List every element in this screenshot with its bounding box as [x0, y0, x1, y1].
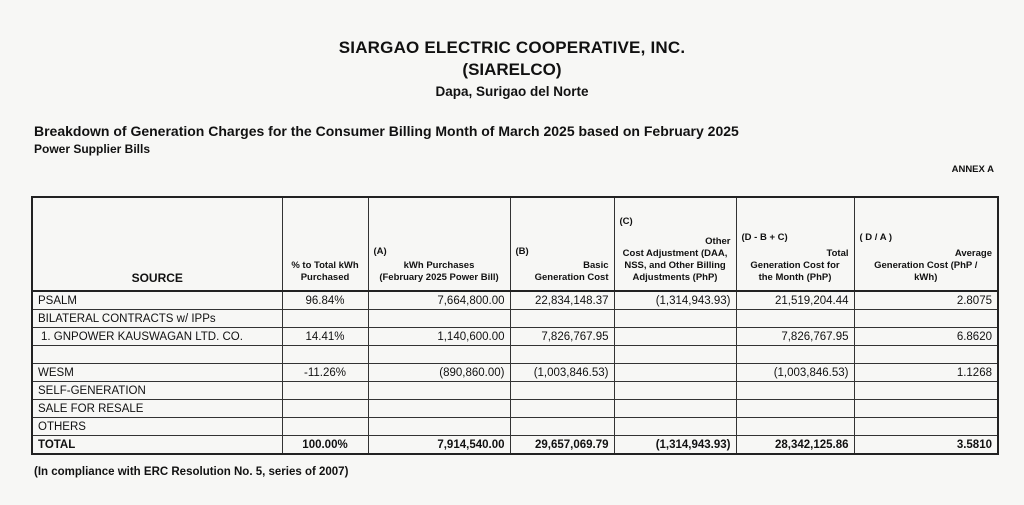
- cell-source: SELF-GENERATION: [32, 382, 282, 400]
- cell-source: OTHERS: [32, 418, 282, 436]
- cell-other-adjustment: [614, 400, 736, 418]
- cell-other-adjustment: [614, 346, 736, 364]
- header-a-code: (A): [373, 246, 387, 257]
- cell-source: BILATERAL CONTRACTS w/ IPPs: [32, 310, 282, 328]
- header-source: SOURCE: [32, 197, 282, 291]
- cell-pct: [282, 400, 368, 418]
- cell-source: 1. GNPOWER KAUSWAGAN LTD. CO.: [32, 328, 282, 346]
- cell-average-cost: [854, 346, 998, 364]
- cell-kwh: 7,914,540.00: [368, 436, 510, 455]
- header-avg-line1: Average: [954, 248, 992, 259]
- header-d-line2: Generation Cost for: [750, 260, 840, 271]
- table-row-total: [32, 436, 998, 455]
- header-a-line2: (February 2025 Power Bill): [379, 272, 499, 283]
- header-avg-code: ( D / A ): [859, 232, 893, 243]
- cell-source: [32, 346, 282, 364]
- cell-basic-cost: 29,657,069.79: [510, 436, 614, 455]
- header-avg-line2: Generation Cost (PhP /: [874, 260, 978, 271]
- cell-basic-cost: [510, 310, 614, 328]
- table-row-gnpower: [32, 328, 998, 346]
- header-d-line1: Total: [826, 248, 849, 259]
- table-row-psalm: [32, 291, 998, 310]
- cell-total-cost: 28,342,125.86: [736, 436, 854, 455]
- cell-basic-cost: [510, 346, 614, 364]
- company-abbreviation: (SIARELCO): [462, 60, 562, 79]
- header-a-line1: kWh Purchases: [403, 260, 475, 271]
- header-avg-line3: kWh): [914, 272, 938, 283]
- table-row-blank: [32, 346, 998, 364]
- header-kwh-purchases: [368, 197, 510, 291]
- cell-pct: [282, 382, 368, 400]
- cell-average-cost: 3.5810: [854, 436, 998, 455]
- cell-kwh: [368, 310, 510, 328]
- document-title-line1: Breakdown of Generation Charges for the Consumer Billing Month of March 2025 based on February 2025: [34, 123, 739, 139]
- cell-kwh: [368, 418, 510, 436]
- cell-kwh: (890,860.00): [368, 364, 510, 382]
- cell-other-adjustment: [614, 310, 736, 328]
- header-b-code: (B): [515, 246, 529, 257]
- cell-basic-cost: 22,834,148.37: [510, 291, 614, 310]
- cell-source: TOTAL: [32, 436, 282, 455]
- cell-pct: [282, 310, 368, 328]
- annex-label: ANNEX A: [951, 164, 994, 175]
- cell-pct: -11.26%: [282, 364, 368, 382]
- cell-average-cost: [854, 418, 998, 436]
- cell-kwh: [368, 346, 510, 364]
- cell-average-cost: [854, 310, 998, 328]
- cell-other-adjustment: [614, 418, 736, 436]
- header-basic-generation-cost: [510, 197, 614, 291]
- header-c-line4: Adjustments (PhP): [632, 272, 718, 283]
- table-row-sale-for-resale: [32, 400, 998, 418]
- header-average-generation-cost: [854, 197, 998, 291]
- cell-pct: [282, 418, 368, 436]
- header-c-line3: NSS, and Other Billing: [624, 260, 726, 271]
- cell-total-cost: [736, 400, 854, 418]
- cell-average-cost: 2.8075: [854, 291, 998, 310]
- table-header-row: [32, 197, 998, 291]
- table-row-others: [32, 418, 998, 436]
- cell-average-cost: [854, 382, 998, 400]
- header-total-generation-cost: [736, 197, 854, 291]
- cell-basic-cost: 7,826,767.95: [510, 328, 614, 346]
- cell-total-cost: [736, 346, 854, 364]
- cell-total-cost: [736, 310, 854, 328]
- cell-pct: 14.41%: [282, 328, 368, 346]
- cell-basic-cost: [510, 382, 614, 400]
- cell-other-adjustment: [614, 364, 736, 382]
- cell-pct: 100.00%: [282, 436, 368, 455]
- cell-basic-cost: (1,003,846.53): [510, 364, 614, 382]
- table-row-self-generation: [32, 382, 998, 400]
- header-pct-line1: % to Total kWh: [291, 260, 359, 271]
- cell-source: PSALM: [32, 291, 282, 310]
- cell-total-cost: 7,826,767.95: [736, 328, 854, 346]
- cell-average-cost: 6.8620: [854, 328, 998, 346]
- header-b-line2: Generation Cost: [534, 272, 609, 283]
- cell-kwh: 7,664,800.00: [368, 291, 510, 310]
- cell-other-adjustment: (1,314,943.93): [614, 291, 736, 310]
- table-row-bilateral: [32, 310, 998, 328]
- cell-pct: [282, 346, 368, 364]
- header-percent-kwh: [282, 197, 368, 291]
- cell-kwh: [368, 400, 510, 418]
- document-title-line2: Power Supplier Bills: [34, 142, 151, 156]
- header-d-line3: the Month (PhP): [758, 272, 832, 283]
- cell-basic-cost: [510, 400, 614, 418]
- cell-kwh: [368, 382, 510, 400]
- header-c-line2: Cost Adjustment (DAA,: [622, 248, 728, 259]
- cell-pct: 96.84%: [282, 291, 368, 310]
- company-address: Dapa, Surigao del Norte: [435, 84, 589, 99]
- cell-source: SALE FOR RESALE: [32, 400, 282, 418]
- header-c-line1: Other: [705, 236, 731, 247]
- header-b-line1: Basic: [583, 260, 609, 271]
- cell-average-cost: 1.1268: [854, 364, 998, 382]
- header-other-cost-adjustment: [614, 197, 736, 291]
- company-name: SIARGAO ELECTRIC COOPERATIVE, INC.: [338, 38, 686, 57]
- cell-average-cost: [854, 400, 998, 418]
- cell-total-cost: [736, 418, 854, 436]
- cell-kwh: 1,140,600.00: [368, 328, 510, 346]
- header-d-code: (D - B + C): [741, 232, 788, 243]
- cell-total-cost: 21,519,204.44: [736, 291, 854, 310]
- header-pct-line2: Purchased: [300, 272, 350, 283]
- cell-other-adjustment: (1,314,943.93): [614, 436, 736, 455]
- generation-charges-table: [31, 196, 999, 455]
- cell-basic-cost: [510, 418, 614, 436]
- cell-total-cost: [736, 382, 854, 400]
- cell-other-adjustment: [614, 382, 736, 400]
- cell-other-adjustment: [614, 328, 736, 346]
- cell-source: WESM: [32, 364, 282, 382]
- cell-total-cost: (1,003,846.53): [736, 364, 854, 382]
- table-row-wesm: [32, 364, 998, 382]
- compliance-footnote: (In compliance with ERC Resolution No. 5, series of 2007): [34, 466, 349, 478]
- header-c-code: (C): [619, 216, 633, 227]
